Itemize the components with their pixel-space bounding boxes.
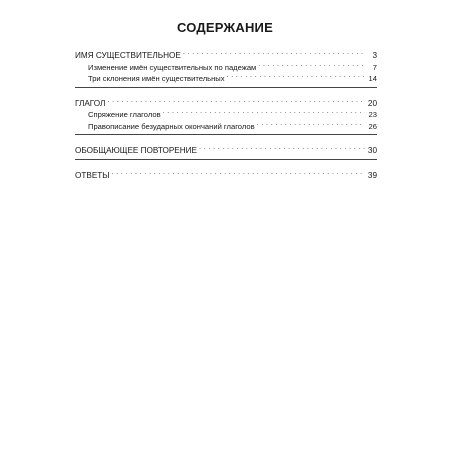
- toc-subentry-label: Изменение имён существительных по падежам: [88, 62, 257, 72]
- toc-entry-page: 30: [367, 146, 377, 155]
- toc-subentry-page: 26: [368, 121, 377, 131]
- table-of-contents: [75, 46, 377, 183]
- dot-leader: [227, 72, 365, 81]
- toc-entry[interactable]: [75, 97, 377, 109]
- toc-section-review: [75, 141, 377, 160]
- toc-entry[interactable]: [75, 144, 377, 156]
- toc-entry-label: ГЛАГОЛ: [75, 98, 106, 108]
- toc-entry-label: ОБОБЩАЮЩЕЕ ПОВТОРЕНИЕ: [75, 146, 198, 155]
- toc-section-answers: [75, 166, 377, 184]
- toc-entry-page: 3: [372, 51, 377, 60]
- dot-leader: [258, 61, 365, 70]
- dot-leader: [257, 120, 365, 129]
- toc-subentry[interactable]: [75, 120, 377, 132]
- dot-leader: [107, 97, 365, 106]
- toc-subentry[interactable]: [75, 72, 377, 84]
- toc-subentry-page: 7: [372, 62, 377, 72]
- toc-entry-page: 39: [367, 170, 377, 180]
- toc-entry[interactable]: [75, 49, 377, 61]
- page-title: СОДЕРЖАНИЕ: [177, 20, 273, 35]
- toc-section-noun: [75, 46, 377, 88]
- toc-subentry-label: Три склонения имён существительных: [88, 74, 225, 83]
- toc-entry[interactable]: [75, 169, 377, 181]
- toc-subentry-label: Правописание безударных окончаний глаголов: [88, 121, 255, 131]
- dot-leader: [112, 169, 365, 178]
- toc-subentry[interactable]: [75, 108, 377, 120]
- toc-entry-label: ОТВЕТЫ: [75, 170, 110, 180]
- toc-subentry[interactable]: [75, 61, 377, 73]
- toc-entry-page: 20: [367, 98, 377, 108]
- toc-subentry-page: 14: [368, 74, 377, 83]
- toc-subentry-page: 23: [368, 110, 377, 119]
- dot-leader: [183, 49, 365, 58]
- toc-subentry-label: Спряжение глаголов: [88, 110, 161, 119]
- dot-leader: [163, 108, 365, 117]
- toc-entry-label: ИМЯ СУЩЕСТВИТЕЛЬНОЕ: [75, 51, 181, 60]
- toc-section-verb: [75, 94, 377, 136]
- dot-leader: [199, 144, 365, 153]
